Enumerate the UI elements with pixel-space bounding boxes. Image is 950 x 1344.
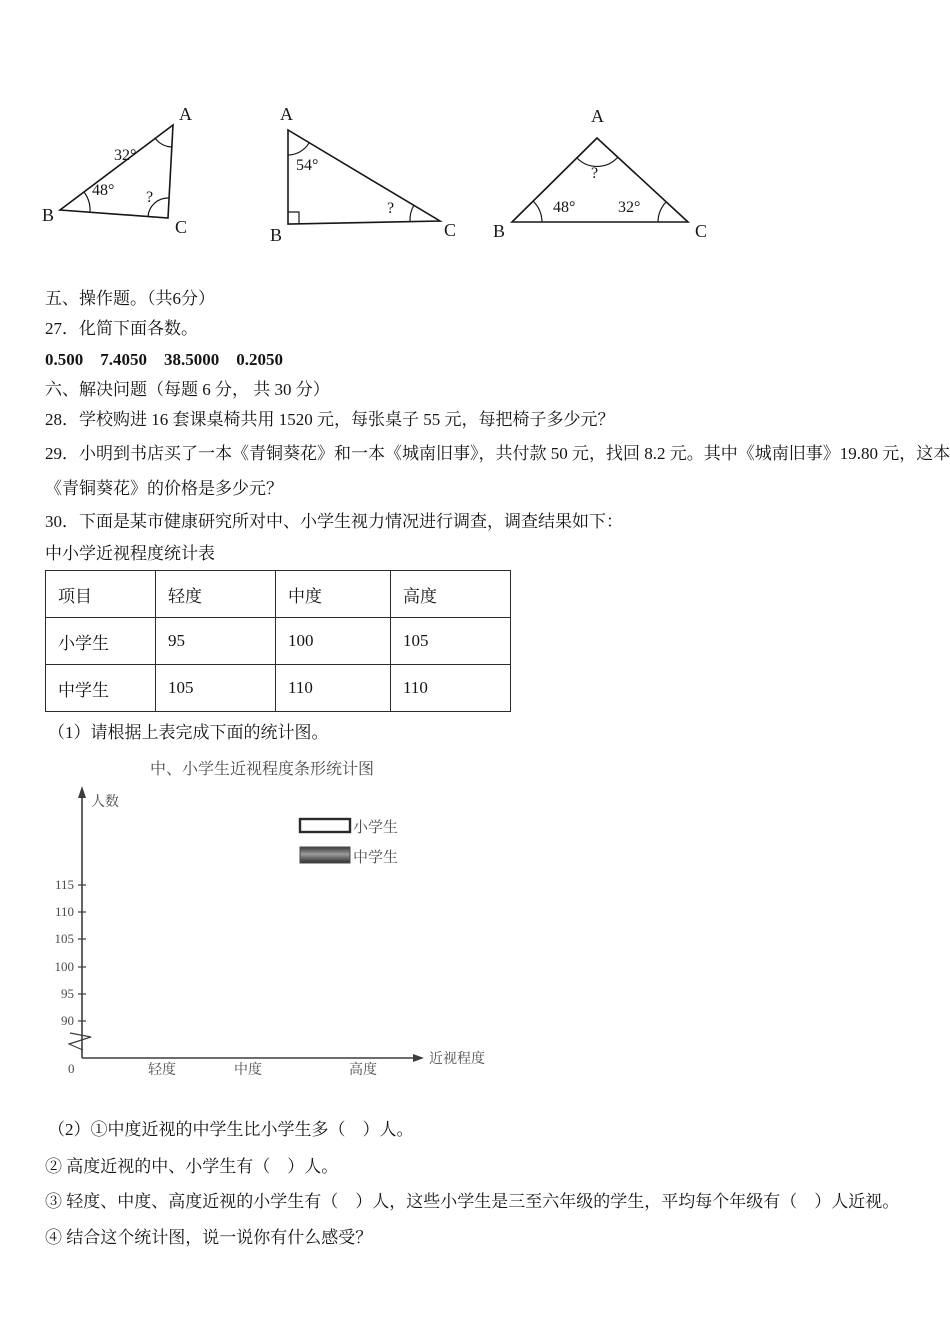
angle-arc bbox=[410, 205, 414, 221]
question-30-intro: 30．下面是某市健康研究所对中、小学生视力情况进行调查，调查结果如下： bbox=[45, 512, 623, 531]
sub-question-2-4: ④ 结合这个统计图，说一说你有什么感受？ bbox=[45, 1228, 373, 1247]
angle-arc bbox=[288, 143, 309, 155]
angle-a-label: 32° bbox=[114, 147, 137, 164]
table-row bbox=[46, 665, 511, 712]
angle-b-label: 48° bbox=[553, 199, 576, 216]
question-29-line1: 29．小明到书店买了一本《青铜葵花》和一本《城南旧事》，共付款 50 元，找回 8.2 元。其中《城南旧事》19.80 元，这本 bbox=[45, 444, 950, 463]
y-tick-label: 95 bbox=[61, 986, 74, 1001]
table-cell: 95 bbox=[156, 618, 276, 665]
triangle-outline bbox=[512, 138, 688, 222]
table-cell: 105 bbox=[156, 665, 276, 712]
legend-label-primary: 小学生 bbox=[353, 820, 399, 836]
triangle-3 bbox=[493, 106, 707, 241]
table-cell: 100 bbox=[276, 618, 391, 665]
angle-arc bbox=[155, 138, 172, 147]
table-cell: 105 bbox=[391, 618, 511, 665]
y-axis-arrow bbox=[78, 786, 86, 798]
angle-a-label: 54° bbox=[296, 157, 319, 174]
axis-break-mark bbox=[69, 1033, 91, 1050]
category-label: 高度 bbox=[349, 1063, 377, 1078]
table-cell: 110 bbox=[391, 665, 511, 712]
angle-c-label: ? bbox=[387, 200, 395, 217]
vertex-c-label: C bbox=[175, 217, 188, 237]
question-28: 28．学校购进 16 套课桌椅共用 1520 元，每张桌子 55 元，每把椅子多少元？ bbox=[45, 410, 615, 429]
angle-arc bbox=[533, 201, 542, 222]
sub-question-2-2: ② 高度近视的中、小学生有（ ）人。 bbox=[45, 1157, 339, 1176]
legend-label-secondary: 中学生 bbox=[353, 850, 399, 866]
y-tick-label: 100 bbox=[54, 959, 74, 974]
bar-chart-figure bbox=[45, 750, 515, 1095]
table-header-cell: 中度 bbox=[276, 571, 391, 618]
sub-question-2-1: （2）①中度近视的中学生比小学生多（ ）人。 bbox=[48, 1120, 414, 1139]
vertex-b-label: B bbox=[493, 221, 506, 241]
vertex-a-label: A bbox=[591, 106, 604, 126]
question-29-line2: 《青铜葵花》的价格是多少元？ bbox=[45, 479, 283, 498]
q27-numbers: 0.500 7.4050 38.5000 0.2050 bbox=[45, 350, 283, 369]
triangle-1 bbox=[42, 104, 192, 237]
angle-arc bbox=[658, 202, 666, 222]
y-tick-label: 105 bbox=[54, 931, 74, 946]
chart-title: 中、小学生近视程度条形统计图 bbox=[149, 761, 375, 778]
table-row bbox=[46, 618, 511, 665]
x-axis-arrow bbox=[413, 1054, 424, 1062]
table-cell: 中学生 bbox=[46, 665, 156, 712]
sub-question-1: （1）请根据上表完成下面的统计图。 bbox=[48, 723, 329, 742]
x-axis-title: 近视程度 bbox=[429, 1052, 485, 1067]
table-cell: 小学生 bbox=[46, 618, 156, 665]
y-tick-label: 115 bbox=[54, 877, 74, 892]
vertex-c-label: C bbox=[444, 220, 457, 240]
triangle-outline bbox=[288, 130, 440, 224]
origin-label: 0 bbox=[68, 1061, 75, 1076]
legend-swatch-primary bbox=[300, 819, 350, 832]
right-angle-marker bbox=[288, 212, 299, 224]
vertex-b-label: B bbox=[270, 225, 283, 245]
table-header-cell: 项目 bbox=[46, 571, 156, 618]
table-header-cell: 高度 bbox=[391, 571, 511, 618]
table-header-row bbox=[46, 571, 511, 618]
table-cell: 110 bbox=[276, 665, 391, 712]
angle-b-label: 48° bbox=[92, 182, 115, 199]
category-label: 轻度 bbox=[148, 1063, 176, 1078]
angle-c-label: ? bbox=[146, 189, 154, 206]
vertex-a-label: A bbox=[179, 104, 192, 124]
table-title: 中小学近视程度统计表 bbox=[45, 544, 215, 563]
triangle-2 bbox=[270, 104, 456, 245]
vertex-b-label: B bbox=[42, 205, 55, 225]
legend-swatch-secondary bbox=[300, 847, 350, 863]
table-header-cell: 轻度 bbox=[156, 571, 276, 618]
angle-c-label: 32° bbox=[618, 199, 641, 216]
vertex-a-label: A bbox=[280, 104, 293, 124]
category-label: 中度 bbox=[234, 1063, 262, 1078]
vertex-c-label: C bbox=[695, 221, 708, 241]
section5-title: 五、操作题。（共6分） bbox=[45, 289, 215, 308]
q27-label: 27．化简下面各数。 bbox=[45, 319, 198, 338]
y-tick-label: 110 bbox=[54, 904, 74, 919]
section6-title: 六、解决问题（每题 6 分， 共 30 分） bbox=[45, 380, 330, 399]
y-axis-title: 人数 bbox=[91, 795, 119, 810]
triangle-figures bbox=[40, 100, 740, 270]
vision-stats-table bbox=[45, 570, 511, 712]
angle-a-label: ? bbox=[591, 165, 599, 182]
y-tick-label: 90 bbox=[61, 1013, 74, 1028]
sub-question-2-3: ③ 轻度、中度、高度近视的小学生有（ ）人，这些小学生是三至六年级的学生，平均每个年级有（ ）人近视。 bbox=[45, 1192, 900, 1211]
angle-arc bbox=[84, 192, 90, 212]
